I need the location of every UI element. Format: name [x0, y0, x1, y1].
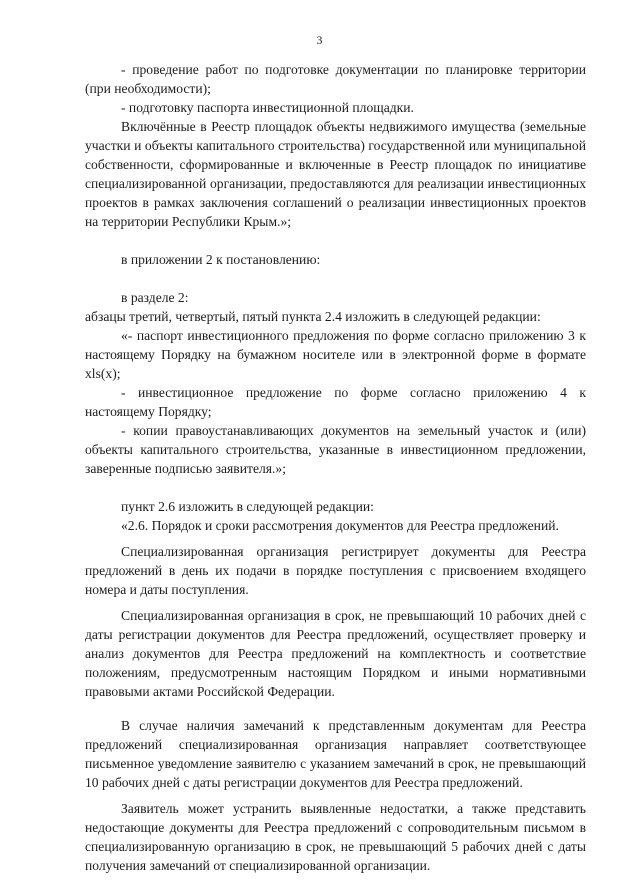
paragraph-site-passport: - подготовку паспорта инвестиционной площадки. [121, 100, 414, 115]
paragraph-applicant-corrections: Заявитель может устранить выявленные недостатки, а также представить недостающие документы для Реестра предложений с сопроводительным письмом в специализированную организацию в срок, не превышающий 5 рабочих дней с даты получения замечаний от специализированной организации. [85, 801, 586, 873]
paragraph-investment-proposal: - инвестиционное предложение по форме согласно приложению 4 к настоящему Порядку; [85, 385, 586, 419]
spacer [85, 269, 586, 288]
paragraph-clause-2-6-heading: «2.6. Порядок и сроки рассмотрения документов для Реестра предложений. [121, 518, 559, 533]
paragraph-title-documents: - копии правоустанавливающих документов на земельный участок и (или) объекты капитального строительства, указанные в инвестиционном предложении, заверенные подписью заявителя.»; [85, 423, 586, 476]
document-body [85, 60, 586, 875]
paragraph-registration: Специализированная организация регистрирует документы для Реестра предложений в день их подачи в порядке поступления с присвоением входящего номера и даты поступления. [85, 544, 586, 597]
spacer [85, 701, 586, 716]
spacer [85, 792, 586, 799]
paragraph-review-period: Специализированная организация в срок, не превышающий 10 рабочих дней с даты регистрации документов для Реестра предложений, осуществляет проверку и анализ документов для Реестра предложений на комплектность и соответствие положениям, предусмотренным настоящим Порядком и иными нормативными правовыми актами Российской Федерации. [85, 608, 586, 699]
spacer [85, 231, 586, 250]
paragraph-remarks: В случае наличия замечаний к представленным документам для Реестра предложений специализированная организация направляет соответствующее письменное уведомление заявителю с указанием замечаний в срок, не превышающий 10 рабочих дней с даты регистрации документов для Реестра предложений. [85, 718, 586, 790]
page-number: 3 [316, 35, 323, 47]
spacer [85, 599, 586, 606]
paragraph-section-2: в разделе 2: [121, 290, 189, 305]
spacer [85, 535, 586, 542]
paragraph-appendix-2: в приложении 2 к постановлению: [121, 252, 321, 267]
paragraph-clause-2-6-intro: пункт 2.6 изложить в следующей редакции: [121, 499, 374, 514]
paragraph-passport-form: «- паспорт инвестиционного предложения по форме согласно приложению 3 к настоящему Порядку на бумажном носителе или в электронной форме в формате xls(x); [85, 328, 586, 381]
paragraph-included-objects: Включённые в Реестр площадок объекты недвижимого имущества (земельные участки и объекты капитального строительства) государственной или муниципальной собственности, сформированные и включенные в Реестр площадок по инициативе специализированной организации, предоставляются для реализации инвестиционных проектов в рамках заключения соглашений о реализации инвестиционных проектов на территории Республики Крым.»; [85, 119, 586, 229]
spacer [85, 478, 586, 497]
paragraph-planning-documentation: - проведение работ по подготовке документации по планировке территории (при необходимости); [85, 62, 586, 96]
paragraph-clause-2-4-intro: абзацы третий, четвертый, пятый пункта 2.4 изложить в следующей редакции: [85, 309, 541, 324]
